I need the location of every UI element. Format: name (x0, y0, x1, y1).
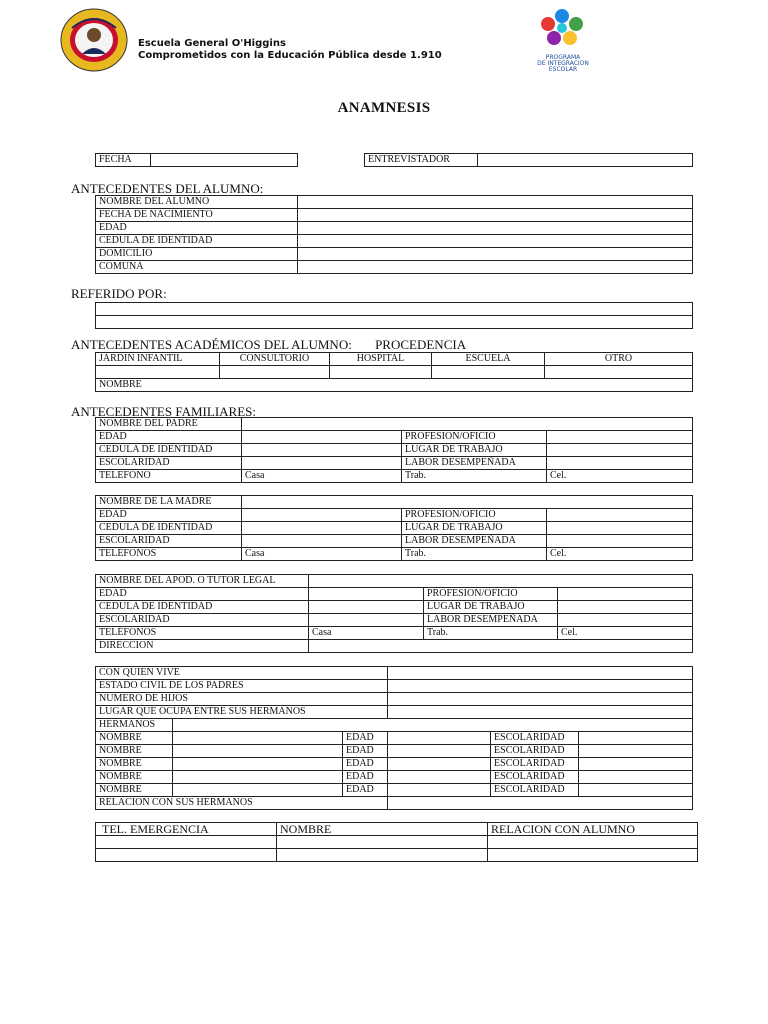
procedencia-field[interactable] (330, 366, 432, 379)
alumno-heading: ANTECEDENTES DEL ALUMNO: (71, 181, 264, 196)
hermano-edad-label: EDAD (343, 758, 388, 771)
madre-trab[interactable]: Trab. (402, 548, 547, 561)
madre-phone-label: TELÉFONOS (96, 548, 242, 561)
apoderado-label: EDAD (96, 588, 309, 601)
alumno-field[interactable] (298, 261, 693, 274)
program-logo (528, 6, 598, 72)
padre-field[interactable] (547, 444, 693, 457)
hermanos-field[interactable] (173, 719, 693, 732)
padre-casa[interactable]: Casa (242, 470, 402, 483)
madre-table (95, 495, 693, 561)
padre-title: NOMBRE DEL PADRE (96, 418, 242, 431)
emergencia-nombre-label: NOMBRE (277, 823, 488, 836)
madre-casa[interactable]: Casa (242, 548, 402, 561)
apoderado-phone-label: TELÉFONOS (96, 627, 309, 640)
apoderado-label: LUGAR DE TRABAJO (424, 601, 558, 614)
school-name: Escuela General O'Higgins (138, 38, 286, 49)
hogar-label: CON QUIEN VIVE (96, 667, 388, 680)
hogar-field[interactable] (388, 706, 693, 719)
hermano-escolaridad-field[interactable] (579, 758, 693, 771)
hermano-edad-field[interactable] (388, 784, 491, 797)
referido-table (95, 302, 693, 329)
alumno-row-label: NOMBRE DEL ALUMNO (96, 196, 298, 209)
alumno-field[interactable] (298, 235, 693, 248)
program-name (528, 55, 598, 73)
hermano-nombre-label: NOMBRE (96, 758, 173, 771)
apoderado-field[interactable] (558, 588, 693, 601)
procedencia-field[interactable] (96, 366, 220, 379)
school-header-text (138, 38, 442, 62)
academicos-heading (71, 337, 466, 353)
apoderado-label: ESCOLARIDAD (96, 614, 309, 627)
hogar-field[interactable] (388, 693, 693, 706)
madre-cel[interactable]: Cel. (547, 548, 693, 561)
padre-phone-label: TELEFONO (96, 470, 242, 483)
emergencia-field[interactable] (96, 849, 277, 862)
emergencia-field[interactable] (277, 836, 488, 849)
madre-field[interactable] (242, 535, 402, 548)
apoderado-label: CEDULA DE IDENTIDAD (96, 601, 309, 614)
procedencia-consultorio: CONSULTORIO (220, 353, 330, 366)
madre-label: CEDULA DE IDENTIDAD (96, 522, 242, 535)
apoderado-field[interactable] (309, 601, 424, 614)
hermanos-label: HERMANOS (96, 719, 173, 732)
referido-field[interactable] (96, 303, 693, 316)
academicos-table (95, 352, 693, 392)
alumno-field[interactable] (298, 196, 693, 209)
padre-label: LABOR DESEMPEÑADA (402, 457, 547, 470)
apoderado-direccion-label: DIRECCION (96, 640, 309, 653)
alumno-field[interactable] (298, 209, 693, 222)
hermano-nombre-field[interactable] (173, 745, 343, 758)
fecha-field[interactable] (151, 154, 298, 167)
hermano-nombre-field[interactable] (173, 784, 343, 797)
emergencia-field[interactable] (488, 849, 698, 862)
madre-label: ESCOLARIDAD (96, 535, 242, 548)
procedencia-field[interactable] (220, 366, 330, 379)
madre-field[interactable] (547, 522, 693, 535)
hogar-field[interactable] (388, 667, 693, 680)
alumno-row-label: CÉDULA DE IDENTIDAD (96, 235, 298, 248)
madre-label: LUGAR DE TRABAJO (402, 522, 547, 535)
padre-table (95, 417, 693, 483)
apoderado-label: LABOR DESEMPEÑADA (424, 614, 558, 627)
program-name-line-2: DE INTEGRACION (537, 60, 589, 67)
pie-program-logo-icon (528, 6, 598, 50)
relacion-hermanos-field[interactable] (388, 797, 693, 810)
apoderado-nombre-field[interactable] (309, 575, 693, 588)
program-name-line-1: PROGRAMA (545, 54, 581, 61)
hogar-label: ESTADO CIVIL DE LOS PADRES (96, 680, 388, 693)
hermano-escolaridad-label: ESCOLARIDAD (491, 771, 579, 784)
padre-label: PROFESION/OFICIO (402, 431, 547, 444)
fecha-table (95, 153, 298, 167)
emergencia-field[interactable] (488, 836, 698, 849)
entrevistador-table (364, 153, 693, 167)
hogar-label: LUGAR QUE OCUPA ENTRE SUS HERMANOS (96, 706, 388, 719)
school-crest-icon (60, 8, 128, 72)
madre-label: PROFESION/OFICIO (402, 509, 547, 522)
familiares-heading: ANTECEDENTES FAMILIARES: (71, 404, 257, 419)
hermano-nombre-field[interactable] (173, 771, 343, 784)
madre-field[interactable] (547, 535, 693, 548)
hogar-label: NUMERO DE HIJOS (96, 693, 388, 706)
referido-field[interactable] (96, 316, 693, 329)
padre-label: LUGAR DE TRABAJO (402, 444, 547, 457)
hermano-nombre-label: NOMBRE (96, 784, 173, 797)
padre-label: ESCOLARIDAD (96, 457, 242, 470)
emergencia-table (95, 822, 698, 862)
hermano-nombre-label: NOMBRE (96, 732, 173, 745)
padre-nombre-field[interactable] (242, 418, 693, 431)
alumno-field[interactable] (298, 222, 693, 235)
alumno-row-label: DOMICILIO (96, 248, 298, 261)
apoderado-title: NOMBRE DEL APOD. O TUTOR LEGAL (96, 575, 309, 588)
hermano-edad-field[interactable] (388, 758, 491, 771)
procedencia-escuela: ESCUELA (432, 353, 545, 366)
procedencia-field[interactable] (545, 366, 693, 379)
apoderado-trab[interactable]: Trab. (424, 627, 558, 640)
apoderado-field[interactable] (558, 614, 693, 627)
procedencia-hospital: HOSPITAL (330, 353, 432, 366)
padre-trab[interactable]: Trab. (402, 470, 547, 483)
hermano-nombre-label: NOMBRE (96, 745, 173, 758)
apoderado-label: PROFESION/OFICIO (424, 588, 558, 601)
hogar-field[interactable] (388, 680, 693, 693)
hermano-escolaridad-label: ESCOLARIDAD (491, 758, 579, 771)
madre-field[interactable] (547, 509, 693, 522)
alumno-table (95, 195, 693, 274)
hermano-escolaridad-field[interactable] (579, 784, 693, 797)
relacion-hermanos-label: RELACION CON SUS HERMANOS (96, 797, 388, 810)
entrevistador-field[interactable] (478, 154, 693, 167)
hermano-escolaridad-label: ESCOLARIDAD (491, 732, 579, 745)
apoderado-field[interactable] (558, 601, 693, 614)
emergencia-field[interactable] (96, 836, 277, 849)
hermano-escolaridad-label: ESCOLARIDAD (491, 745, 579, 758)
hermano-edad-field[interactable] (388, 771, 491, 784)
school-tagline: Comprometidos con la Educación Pública desde 1.910 (138, 50, 442, 61)
madre-field[interactable] (242, 522, 402, 535)
entrevistador-label: ENTREVISTADOR (365, 154, 478, 167)
emergencia-tel-label: TEL. EMERGENCIA (96, 823, 277, 836)
hermano-escolaridad-label: ESCOLARIDAD (491, 784, 579, 797)
hermano-escolaridad-field[interactable] (579, 771, 693, 784)
madre-nombre-field[interactable] (242, 496, 693, 509)
procedencia-title: PROCEDENCIA (375, 337, 467, 352)
hermano-edad-label: EDAD (343, 745, 388, 758)
padre-field[interactable] (242, 444, 402, 457)
madre-title: NOMBRE DE LA MADRE (96, 496, 242, 509)
padre-field[interactable] (547, 457, 693, 470)
padre-label: EDAD (96, 431, 242, 444)
academicos-title: ANTECEDENTES ACADÉMICOS DEL ALUMNO: (71, 337, 352, 352)
procedencia-jardin: JARDIN INFANTIL (96, 353, 220, 366)
hermano-edad-field[interactable] (388, 745, 491, 758)
apoderado-cel[interactable]: Cel. (558, 627, 693, 640)
apoderado-field[interactable] (309, 614, 424, 627)
alumno-row-label: COMUNA (96, 261, 298, 274)
madre-label: LABOR DESEMPEÑADA (402, 535, 547, 548)
alumno-field[interactable] (298, 248, 693, 261)
procedencia-field[interactable] (432, 366, 545, 379)
hermano-nombre-label: NOMBRE (96, 771, 173, 784)
hermano-nombre-field[interactable] (173, 758, 343, 771)
procedencia-otro: OTRO (545, 353, 693, 366)
emergencia-field[interactable] (277, 849, 488, 862)
program-name-line-3: ESCOLAR (548, 66, 578, 73)
hermano-escolaridad-field[interactable] (579, 732, 693, 745)
alumno-row-label: FECHA DE NACIMIENTO (96, 209, 298, 222)
apoderado-field[interactable] (309, 588, 424, 601)
fecha-label: FECHA (96, 154, 151, 167)
hermano-edad-field[interactable] (388, 732, 491, 745)
apoderado-direccion-field[interactable] (309, 640, 693, 653)
hermano-edad-label: EDAD (343, 771, 388, 784)
padre-field[interactable] (242, 457, 402, 470)
padre-field[interactable] (547, 431, 693, 444)
referido-heading: REFERIDO POR: (71, 286, 167, 301)
emergencia-relacion-label: RELACION CON ALUMNO (488, 823, 698, 836)
hermano-edad-label: EDAD (343, 732, 388, 745)
hermano-nombre-field[interactable] (173, 732, 343, 745)
padre-field[interactable] (242, 431, 402, 444)
alumno-row-label: EDAD (96, 222, 298, 235)
madre-label: EDAD (96, 509, 242, 522)
hogar-table (95, 666, 693, 810)
procedencia-nombre[interactable]: NOMBRE (96, 379, 693, 392)
hermano-edad-label: EDAD (343, 784, 388, 797)
padre-label: CEDULA DE IDENTIDAD (96, 444, 242, 457)
document-title: ANAMNESIS (337, 100, 431, 116)
hermano-escolaridad-field[interactable] (579, 745, 693, 758)
apoderado-table (95, 574, 693, 653)
madre-field[interactable] (242, 509, 402, 522)
padre-cel[interactable]: Cel. (547, 470, 693, 483)
apoderado-casa[interactable]: Casa (309, 627, 424, 640)
